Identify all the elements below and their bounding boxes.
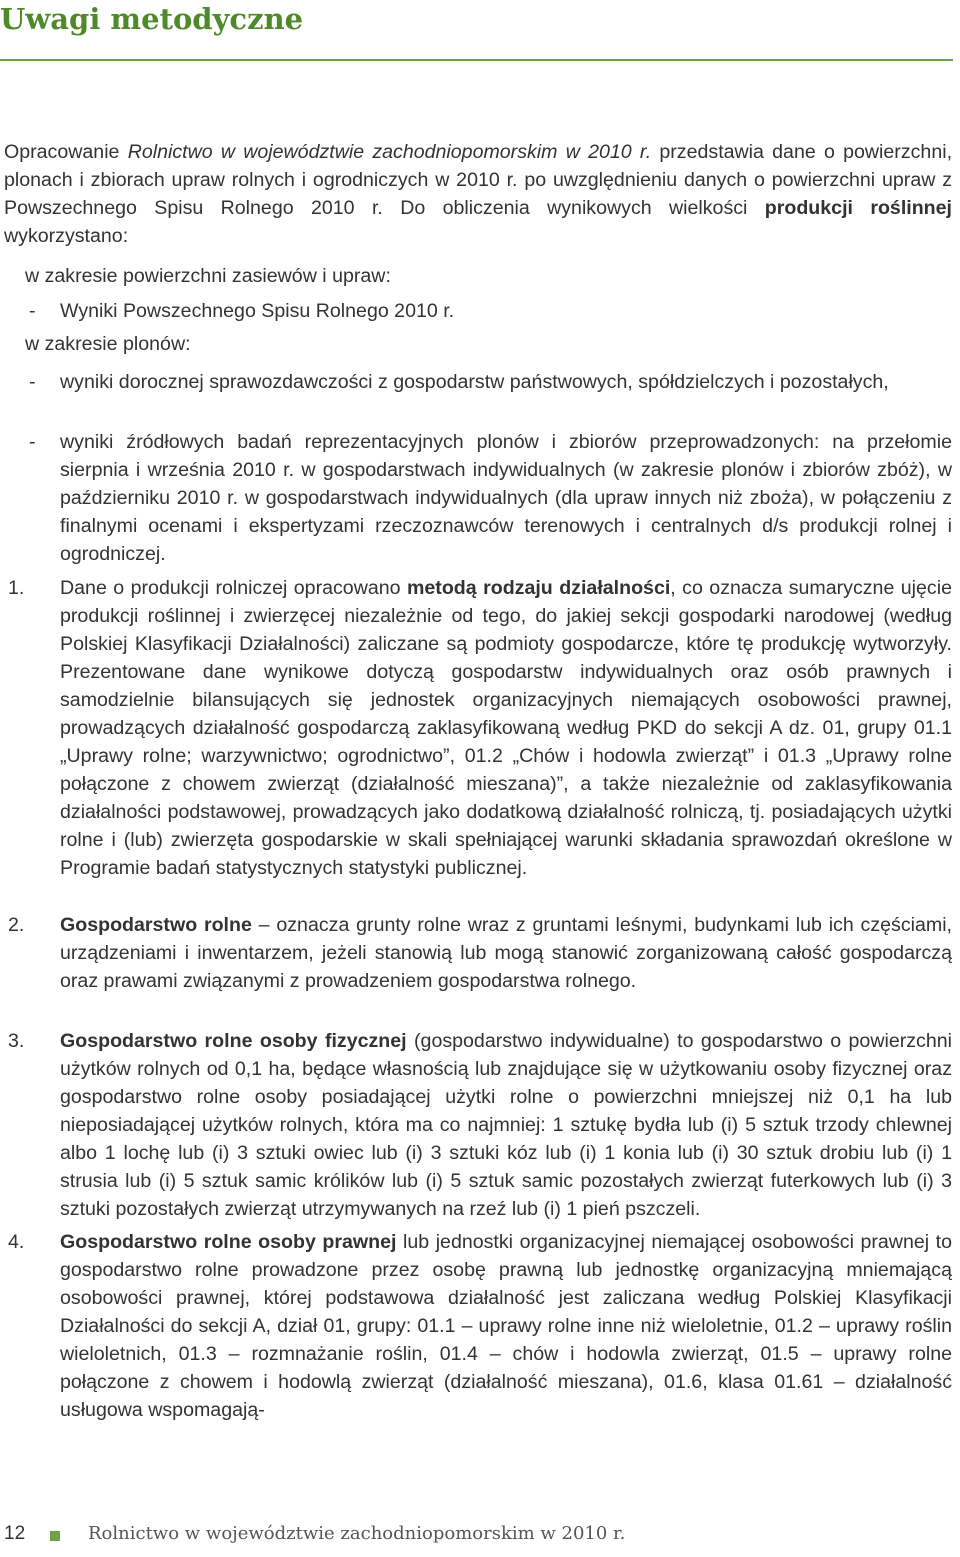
section1-item <box>29 297 952 325</box>
intro-text-3: wykorzystano: <box>4 225 129 247</box>
item-text: (gospodarstwo indywidualne) to gospodarstwo o powierzchni użytków rolnych od 0,1 ha, będące własnością lub znajdujące się w użytkowaniu osoby fizycznej oraz gospodarstwo rolne osoby posiadającej użytki rolne o powierzchni mniejszej niż 0,1 ha lub nieposiadającej użytków rolnych, która ma co najmniej: 1 sztukę bydła lub (i) 5 sztuk trzody chlewnej albo 1 lochę lub (i) 3 sztuki owiec lub (i) 3 sztuki kóz lub (i) 1 konia lub (i) 30 sztuk drobiu lub (i) 1 strusia lub (i) 5 sztuk samic królików lub (i) 5 sztuk samic pozostałych zwierząt futerkowych lub (i) 3 sztuki pozostałych zwierząt utrzymywanych na rzeź lub (i) 1 pień pszczeli. <box>60 1030 952 1220</box>
intro-paragraph <box>4 138 952 250</box>
intro-bold-term: produkcji roślinnej <box>764 197 952 219</box>
section1-item-text: Wyniki Powszechnego Spisu Rolnego 2010 r. <box>60 300 455 322</box>
item-number: 2. <box>8 914 25 936</box>
intro-text-1: Opracowanie <box>4 141 128 163</box>
item-bold-term: Gospodarstwo rolne osoby fizycznej <box>60 1030 407 1052</box>
item-number: 1. <box>8 577 25 599</box>
section2-item-2-text: wyniki źródłowych badań reprezentacyjnych plonów i zbiorów przeprowadzonych: na przełomie sierpnia i września 2010 r. w gospodarstwach indywidualnych (w zakresie plonów i zbiorów zbóż), w październiku 2010 r. w gospodarstwach indywidualnych (dla upraw innych niż zboża), w połączeniu z finalnymi ocenami i ekspertyzami rzeczoznawców terenowych i centralnych d/s produkcji rolnej i ogrodniczej. <box>60 431 952 565</box>
dash-marker: - <box>29 371 36 393</box>
item-bold-term: Gospodarstwo rolne osoby prawnej <box>60 1231 397 1253</box>
item-text: lub jednostki organizacyjnej niemającej osobowości prawnej to gospodarstwo rolne prowadzone przez osobę prawną lub jednostkę organizacyjną mniemającą osobowości prawnej, której podstawowa działalność jest zaliczana według Polskiej Klasyfikacji Działalności do sekcji A, dział 01, grupy: 01.1 – uprawy rolne inne niż wieloletnie, 01.2 – uprawy roślin wieloletnich, 01.3 – rozmnażanie roślin, 01.4 – chów i hodowla zwierząt, 01.5 – uprawy rolne połączone z chowem i hodowlą zwierząt (działalność mieszana), 01.6, klasa 01.61 – działalność usługowa wspomagają- <box>60 1231 952 1421</box>
item-number: 4. <box>8 1231 25 1253</box>
section2-item-2 <box>29 428 952 568</box>
numbered-item-1 <box>8 574 952 882</box>
section2-heading: w zakresie plonów: <box>25 333 191 355</box>
item-text: , co oznacza sumaryczne ujęcie produkcji roślinnej i zwierzęcej niezależnie od tego, do jakiej sekcji gospodarki narodowej (według Polskiej Klasyfikacji Działalności) zaliczane są podmioty gospodarcze, które tę produkcję wytworzyły. Prezentowane dane wynikowe dotyczą gospodarstw indywidualnych oraz osób prawnych i samodzielnie bilansujących się jednostek organizacyjnych niemających osobowości prawnej, prowadzących działalność gospodarczą zaklasyfikowaną według PKD do sekcji A dz. 01, grupy 01.1 „Uprawy rolne; warzywnictwo; ogrodnictwo”, 01.2 „Chów i hodowla zwierząt” i 01.3 „Uprawy rolne połączone z chowem zwierząt (działalność mieszana)”, a także niezależnie od zaklasyfikowania działalności podstawowej, prowadzących jako dodatkową działalność rolniczą, tj. posiadających użytki rolne i (lub) zwierzęta gospodarskie w skali spełniającej warunki składania sprawozdań określone w Programie badań statystycznych statystyki publicznej. <box>60 577 952 879</box>
item-bold-term: Gospodarstwo rolne <box>60 914 252 936</box>
item-text-lead: Dane o produkcji rolniczej opracowano <box>60 577 407 599</box>
page-title: Uwagi metodyczne <box>0 2 304 36</box>
dash-marker: - <box>29 300 36 322</box>
numbered-item-4 <box>8 1228 952 1424</box>
footer-publication-title: Rolnictwo w województwie zachodniopomorskim w 2010 r. <box>88 1523 626 1544</box>
item-text: – oznacza grunty rolne wraz z gruntami leśnymi, budynkami lub ich częściami, urządzeniami i inwentarzem, jeżeli stanowią lub mogą stanowić zorganizowaną całość gospodarczą oraz prawami związanymi z prowadzeniem gospodarstwa rolnego. <box>60 914 953 992</box>
page-number: 12 <box>4 1523 26 1544</box>
section2-item-1 <box>29 368 952 396</box>
item-bold-term: metodą rodzaju działalności <box>406 577 671 599</box>
item-number: 3. <box>8 1030 25 1052</box>
dash-marker: - <box>29 431 36 453</box>
title-underline <box>0 59 953 61</box>
numbered-item-2 <box>8 911 953 995</box>
section1-heading: w zakresie powierzchni zasiewów i upraw: <box>25 265 391 287</box>
page-footer <box>0 1520 960 1557</box>
numbered-item-3 <box>8 1027 952 1223</box>
intro-text-2: przedstawia dane o powierzchni, plonach i zbiorach upraw rolnych i ogrodniczych w 2010 r. po uwzględnieniu danych o powierzchni upraw z Powszechnego Spisu Rolnego 2010 r. Do obliczenia wynikowych wielkości <box>4 141 953 219</box>
square-bullet-icon <box>50 1531 60 1541</box>
publication-title: Rolnictwo w województwie zachodniopomorskim w 2010 r. <box>127 141 652 163</box>
section2-item-1-text: wyniki dorocznej sprawozdawczości z gospodarstw państwowych, spółdzielczych i pozostałych, <box>60 371 889 393</box>
